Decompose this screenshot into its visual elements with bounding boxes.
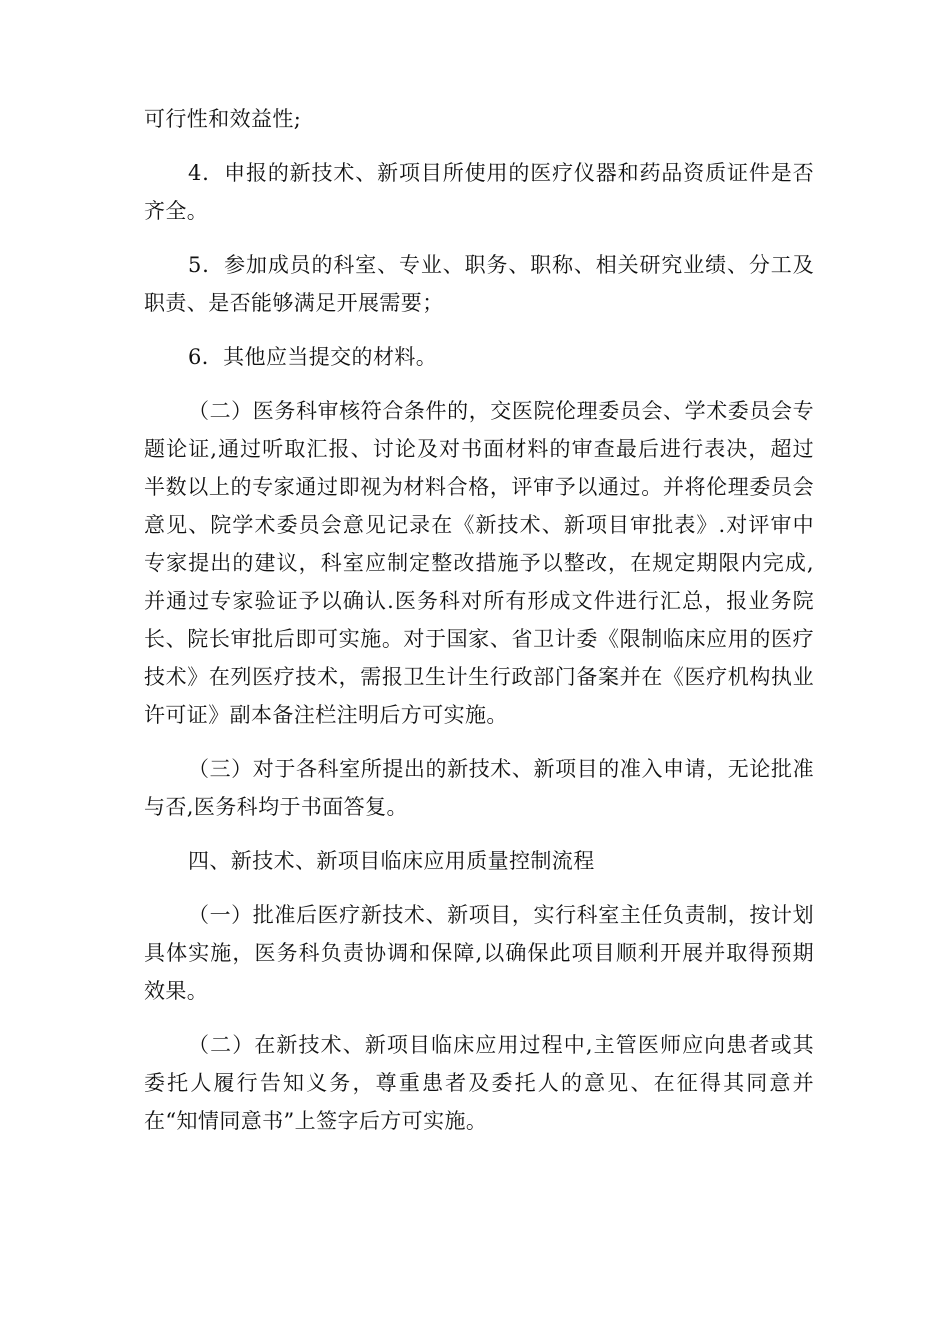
paragraph-5: （二）医务科审核符合条件的，交医院伦理委员会、学术委员会专题论证,通过听取汇报、讨论及对书面材料的审查最后进行表决，超过半数以上的专家通过即视为材料合格，评审予以通过。并将伦理委员会意见、院学术委员会意见记录在《新技术、新项目审批表》.对评审中专家提出的建议，科室应制定整改措施予以整改，在规定期限内完成,并通过专家验证予以确认.医务科对所有形成文件进行汇总，报业务院长、院长审批后即可实施。对于国家、省卫计委《限制临床应用的医疗技术》在列医疗技术，需报卫生计生行政部门备案并在《医疗机构执业许可证》副本备注栏注明后方可实施。 [144,399,814,727]
paragraph-9: （二）在新技术、新项目临床应用过程中,主管医师应向患者或其委托人履行告知义务，尊重患者及委托人的意见、在征得其同意并在“知情同意书”上签字后方可实施。 [144,1033,814,1133]
document-page [144,100,814,1140]
paragraph-1: 可行性和效益性; [144,107,302,131]
section-heading: 四、新技术、新项目临床应用质量控制流程 [188,849,595,873]
paragraph-2: 4．申报的新技术、新项目所使用的医疗仪器和药品资质证件是否齐全。 [144,161,814,223]
paragraph-4: 6．其他应当提交的材料。 [188,345,438,369]
paragraph-3: 5．参加成员的科室、专业、职务、职称、相关研究业绩、分工及职责、是否能够满足开展需要； [144,253,814,315]
paragraph-6: （三）对于各科室所提出的新技术、新项目的准入申请，无论批准与否,医务科均于书面答复。 [144,757,814,819]
paragraph-8: （一）批准后医疗新技术、新项目，实行科室主任负责制，按计划具体实施，医务科负责协调和保障,以确保此项目顺利开展并取得预期效果。 [144,903,814,1003]
